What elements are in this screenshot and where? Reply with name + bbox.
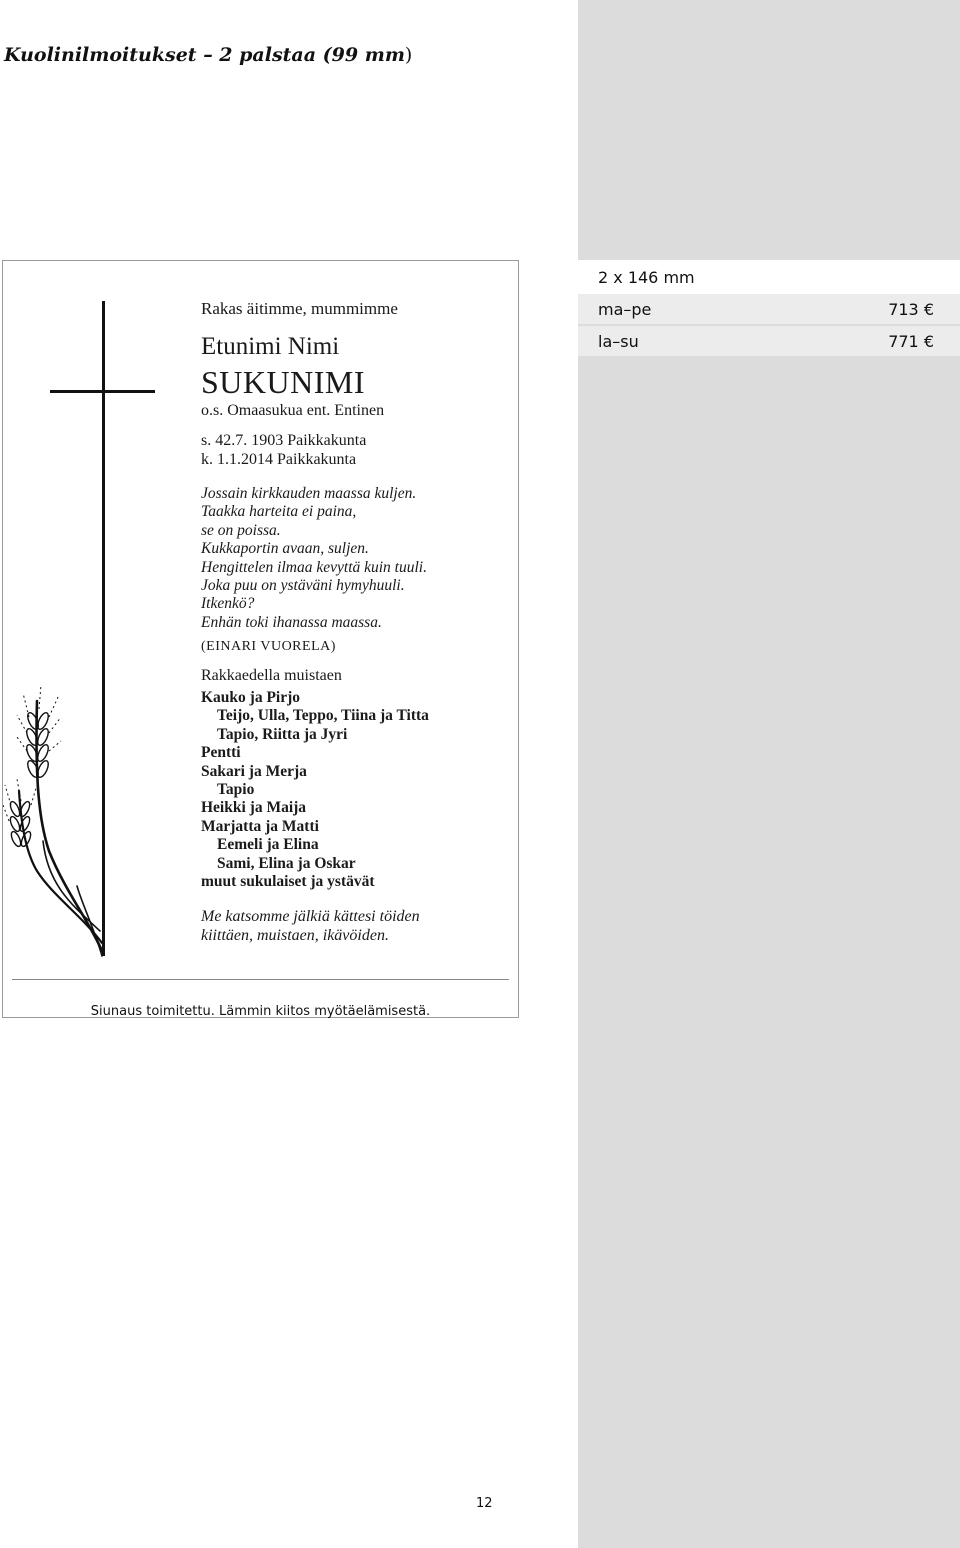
- poem-line: Itkenkö?: [201, 595, 255, 613]
- price-row-weekend: [578, 324, 960, 356]
- mourner-line: Eemeli ja Elina: [217, 836, 319, 854]
- birth-date: s. 42.7. 1903 Paikkakunta: [201, 432, 367, 449]
- deceased-surname: SUKUNIMI: [201, 364, 365, 400]
- poem-line: se on poissa.: [201, 521, 281, 539]
- closing-line: Me katsomme jälkiä kättesi töiden: [201, 908, 420, 925]
- price-label: ma–pe: [598, 299, 652, 319]
- funeral-note: Siunaus toimitettu. Lämmin kiitos myötäelämisestä.: [90, 1004, 431, 1019]
- mourner-line: Tapio, Riitta ja Jyri: [217, 725, 348, 743]
- deceased-birth-name: o.s. Omaasukua ent. Entinen: [201, 402, 385, 419]
- mourner-line: Pentti: [201, 744, 241, 762]
- poem-line: Kukkaportin avaan, suljen.: [201, 540, 369, 558]
- price-size: 2 x 146 mm: [578, 260, 960, 294]
- wheat-icon: [3, 681, 113, 961]
- cross-icon-bar: [50, 390, 155, 393]
- page-heading-paren: ): [404, 44, 413, 66]
- mourners-list: [201, 689, 429, 891]
- mourner-line: Heikki ja Maija: [201, 799, 307, 817]
- poem-author: (EINARI VUORELA): [201, 639, 336, 654]
- mourner-line: Sakari ja Merja: [201, 762, 307, 780]
- closing-line: kiittäen, muistaen, ikävöiden.: [201, 927, 389, 944]
- price-value: 713 €: [888, 299, 934, 319]
- life-dates: [201, 431, 366, 469]
- price-label: la–su: [598, 331, 639, 351]
- poem: [201, 485, 427, 632]
- mourner-line: Tapio: [217, 781, 255, 799]
- obituary-notice: [2, 260, 519, 1018]
- page-heading-text: Kuolinilmoitukset – 2 palstaa (99 mm: [4, 44, 405, 66]
- closing-verse: [201, 907, 420, 945]
- mourning-intro: Rakkaedella muistaen: [201, 667, 342, 684]
- mourner-line: Kauko ja Pirjo: [201, 689, 301, 706]
- mourner-line: Teijo, Ulla, Teppo, Tiina ja Titta: [217, 707, 429, 725]
- mourner-line: Sami, Elina ja Oskar: [217, 854, 356, 872]
- notice-intro: Rakas äitimme, mummimme: [201, 299, 398, 318]
- price-value: 771 €: [888, 331, 934, 351]
- page-heading: [4, 44, 412, 66]
- price-box: [578, 260, 960, 356]
- deceased-first-names: Etunimi Nimi: [201, 333, 340, 360]
- mourner-line: Marjatta ja Matti: [201, 817, 319, 835]
- sidebar-panel: [578, 0, 960, 1548]
- poem-line: Joka puu on ystäväni hymyhuuli.: [201, 577, 405, 595]
- divider: [12, 979, 509, 980]
- price-row-weekday: [578, 294, 960, 324]
- poem-line: Hengittelen ilmaa kevyttä kuin tuuli.: [201, 558, 427, 576]
- poem-line: Enhän toki ihanassa maassa.: [201, 613, 382, 631]
- page-number: 12: [476, 1496, 493, 1511]
- poem-line: Taakka harteita ei paina,: [201, 503, 357, 521]
- poem-line: Jossain kirkkauden maassa kuljen.: [201, 485, 417, 502]
- death-date: k. 1.1.2014 Paikkakunta: [201, 451, 357, 468]
- mourner-line: muut sukulaiset ja ystävät: [201, 873, 375, 891]
